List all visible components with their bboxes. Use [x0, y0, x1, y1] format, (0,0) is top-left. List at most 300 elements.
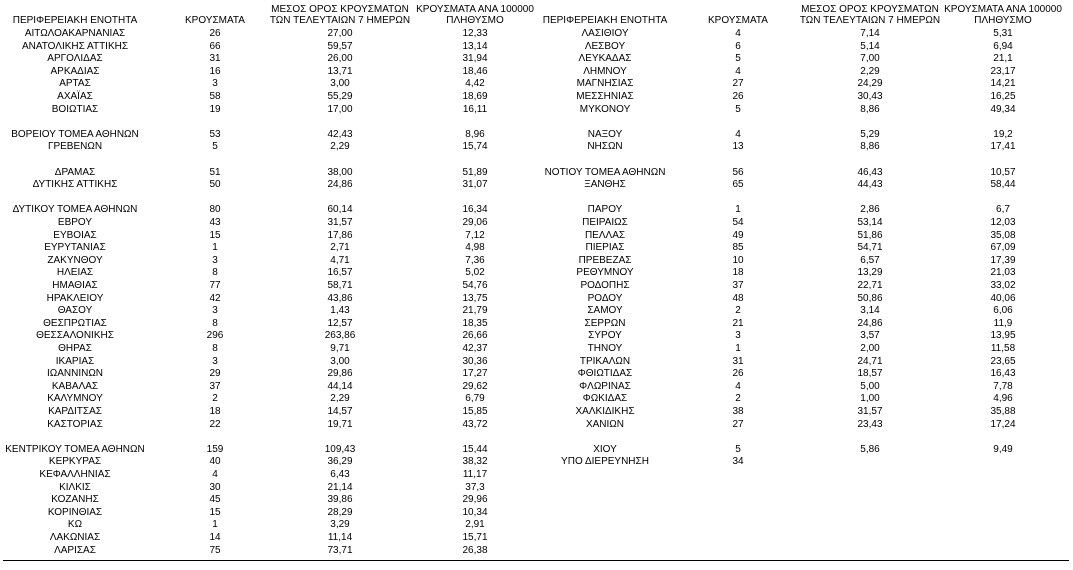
left-avg-cell: 9,71	[330, 343, 350, 354]
right-avg-cell: 24,86	[857, 317, 883, 329]
left-per100k-cell: 10,34	[462, 506, 488, 518]
right-per100k-cell: 67,09	[990, 242, 1016, 254]
right-per100k-cell: 12,03	[990, 217, 1016, 228]
right-region-cell: ΠΕΙΡΑΙΩΣ	[582, 217, 628, 228]
right-header-avg	[790, 4, 950, 26]
right-cases-cell: 54	[732, 217, 744, 228]
right-table-row	[0, 456, 1073, 468]
left-avg-cell: 24,86	[327, 179, 353, 191]
left-avg-cell: 2,29	[330, 141, 350, 153]
right-cases-cell: 34	[732, 456, 744, 468]
left-region-cell: ΔΥΤΙΚΟΥ ΤΟΜΕΑ ΑΘΗΝΩΝ	[12, 204, 138, 216]
right-per100k-cell: 13,95	[990, 330, 1016, 342]
right-per100k-cell: 6,7	[996, 204, 1010, 216]
left-per100k-cell: 31,07	[462, 179, 488, 191]
left-cases-cell: 296	[206, 330, 224, 342]
right-table-row	[0, 305, 1073, 317]
right-region-cell: ΡΕΘΥΜΝΟΥ	[576, 267, 634, 279]
left-avg-cell: 42,43	[327, 128, 353, 140]
right-table-row	[0, 91, 1073, 103]
right-cases-cell: 21	[732, 317, 744, 329]
left-cases-cell: 77	[209, 280, 221, 291]
right-table-row	[0, 167, 1073, 179]
left-header-avg-line2: ΤΩΝ ΤΕΛΕΥΤΑΙΩΝ 7 ΗΜΕΡΩΝ	[269, 15, 411, 26]
left-cases-cell: 26	[209, 28, 221, 39]
right-per100k-cell: 11,58	[990, 343, 1016, 354]
left-cases-cell: 40	[209, 456, 221, 468]
right-table-row	[0, 293, 1073, 305]
right-avg-cell: 6,57	[860, 254, 880, 266]
left-per100k-cell: 13,75	[462, 292, 488, 304]
left-avg-cell: 1,43	[330, 305, 350, 317]
left-region-cell: ΘΕΣΣΑΛΟΝΙΚΗΣ	[36, 330, 114, 342]
right-region-cell: ΠΙΕΡΙΑΣ	[585, 242, 625, 254]
left-region-cell: ΚΑΡΔΙΤΣΑΣ	[48, 406, 102, 417]
right-region-cell: ΞΑΝΘΗΣ	[584, 179, 626, 191]
right-per100k-cell: 10,57	[990, 166, 1016, 178]
left-per100k-cell: 21,79	[462, 305, 488, 317]
right-table-row	[0, 343, 1073, 355]
right-avg-cell: 2,86	[860, 204, 880, 216]
left-avg-cell: 11,14	[327, 532, 353, 543]
left-region-cell: ΒΟΡΕΙΟΥ ΤΟΜΕΑ ΑΘΗΝΩΝ	[11, 128, 139, 140]
right-header-cases: ΚΡΟΥΣΜΑΤΑ	[708, 15, 768, 26]
right-table-row	[0, 66, 1073, 78]
right-avg-cell: 22,71	[857, 280, 883, 291]
right-table-row	[0, 78, 1073, 90]
left-per100k-cell: 26,66	[462, 330, 488, 342]
left-avg-cell: 28,29	[327, 506, 353, 518]
right-table-row	[0, 192, 1073, 204]
left-region-cell: ΒΟΙΩΤΙΑΣ	[51, 103, 99, 115]
right-cases-cell: 31	[732, 355, 744, 367]
left-per100k-cell: 37,3	[465, 481, 485, 493]
right-cases-cell: 27	[732, 418, 744, 430]
right-cases-cell: 2	[735, 305, 741, 317]
right-region-cell: ΡΟΔΟΥ	[587, 292, 623, 304]
left-avg-cell: 2,29	[330, 393, 350, 405]
right-region-cell: ΛΗΜΝΟΥ	[583, 65, 627, 77]
right-avg-cell: 53,14	[857, 217, 883, 228]
left-cases-cell: 8	[212, 267, 218, 279]
left-cases-cell: 22	[209, 418, 221, 430]
right-region-cell: ΝΗΣΩΝ	[587, 141, 623, 153]
right-avg-cell: 46,43	[857, 166, 883, 178]
left-region-cell: ΚΟΖΑΝΗΣ	[51, 494, 99, 506]
right-region-cell: ΣΑΜΟΥ	[587, 305, 623, 317]
right-per100k-cell: 6,06	[993, 305, 1013, 317]
left-avg-cell: 39,86	[327, 494, 353, 506]
left-avg-cell: 59,57	[327, 40, 353, 52]
right-header-per100k-line2: ΠΛΗΘΥΣΜΟ	[974, 15, 1032, 26]
right-region-cell: ΜΕΣΣΗΝΙΑΣ	[576, 91, 634, 102]
left-per100k-cell: 15,44	[462, 443, 488, 455]
left-region-cell: ΚΑΛΥΜΝΟΥ	[47, 393, 103, 405]
left-region-cell: ΙΚΑΡΙΑΣ	[55, 355, 95, 367]
right-table-row	[0, 179, 1073, 191]
left-region-cell: ΚΩ	[67, 519, 83, 531]
left-region-cell: ΗΡΑΚΛΕΙΟΥ	[46, 292, 104, 304]
right-cases-cell: 65	[732, 179, 744, 191]
left-per100k-cell: 18,46	[462, 65, 488, 77]
left-cases-cell: 8	[212, 317, 218, 329]
right-cases-cell: 10	[732, 254, 744, 266]
left-avg-cell: 13,71	[327, 65, 353, 77]
left-region-cell: ΘΗΡΑΣ	[58, 343, 92, 354]
left-avg-cell: 21,14	[327, 481, 353, 493]
right-cases-cell: 1	[735, 204, 741, 216]
right-region-cell: ΛΕΣΒΟΥ	[584, 40, 626, 52]
right-region-cell: ΧΙΟΥ	[593, 443, 617, 455]
left-avg-cell: 3,29	[330, 519, 350, 531]
left-per100k-cell: 42,37	[462, 343, 488, 354]
left-avg-cell: 55,29	[327, 91, 353, 102]
left-region-cell: ΑΡΓΟΛΙΔΑΣ	[47, 53, 103, 65]
right-table-row	[0, 41, 1073, 53]
right-avg-cell: 30,43	[857, 91, 883, 102]
left-per100k-cell: 7,36	[465, 254, 485, 266]
right-avg-cell: 51,86	[857, 229, 883, 241]
right-avg-cell: 5,00	[860, 380, 880, 392]
left-cases-cell: 58	[209, 91, 221, 102]
left-avg-cell: 6,43	[330, 469, 350, 480]
left-region-cell: ΑΧΑΪΑΣ	[57, 91, 93, 102]
left-region-cell: ΚΑΣΤΟΡΙΑΣ	[47, 418, 103, 430]
right-region-cell: ΛΕΥΚΑΔΑΣ	[578, 53, 632, 65]
left-avg-cell: 263,86	[324, 330, 356, 342]
right-per100k-cell: 11,9	[993, 317, 1013, 329]
right-cases-cell: 26	[732, 368, 744, 380]
left-per100k-cell: 16,11	[462, 103, 488, 115]
left-cases-cell: 75	[209, 544, 221, 556]
right-header-avg-line2: ΤΩΝ ΤΕΛΕΥΤΑΙΩΝ 7 ΗΜΕΡΩΝ	[799, 15, 941, 26]
left-table-row	[0, 545, 1073, 557]
left-cases-cell: 29	[209, 368, 221, 380]
right-header-per100k	[938, 4, 1068, 26]
left-per100k-cell: 17,27	[462, 368, 488, 380]
left-cases-cell: 50	[209, 179, 221, 191]
left-per100k-cell: 18,35	[462, 317, 488, 329]
left-region-cell: ΑΡΚΑΔΙΑΣ	[50, 65, 100, 77]
right-avg-cell: 54,71	[857, 242, 883, 254]
left-per100k-cell: 29,96	[462, 494, 488, 506]
left-region-cell: ΑΝΑΤΟΛΙΚΗΣ ΑΤΤΙΚΗΣ	[21, 40, 129, 52]
right-region-cell: ΧΑΛΚΙΔΙΚΗΣ	[575, 406, 635, 417]
right-per100k-cell: 4,96	[993, 393, 1013, 405]
right-table-row	[0, 280, 1073, 292]
right-region-cell: ΣΥΡΟΥ	[588, 330, 622, 342]
left-avg-cell: 16,57	[327, 267, 353, 279]
left-header-avg	[260, 4, 420, 26]
right-cases-cell: 2	[735, 393, 741, 405]
left-avg-cell: 60,14	[327, 204, 353, 216]
left-per100k-cell: 11,17	[462, 469, 488, 480]
left-avg-cell: 109,43	[324, 443, 356, 455]
right-avg-cell: 5,14	[860, 40, 880, 52]
left-region-cell: ΚΟΡΙΝΘΙΑΣ	[47, 506, 103, 518]
right-per100k-cell: 5,31	[993, 28, 1013, 39]
left-per100k-cell: 4,42	[465, 78, 485, 90]
left-per100k-cell: 12,33	[462, 28, 488, 39]
right-avg-cell: 13,29	[857, 267, 883, 279]
left-region-cell: ΚΕΝΤΡΙΚΟΥ ΤΟΜΕΑ ΑΘΗΝΩΝ	[5, 443, 145, 455]
right-table-row	[0, 255, 1073, 267]
right-header-per100k-line1: ΚΡΟΥΣΜΑΤΑ ΑΝΑ 100000	[944, 4, 1062, 15]
left-per100k-cell: 16,34	[462, 204, 488, 216]
right-cases-cell: 48	[732, 292, 744, 304]
left-table-row	[0, 494, 1073, 506]
right-table-row	[0, 230, 1073, 242]
right-region-cell: ΠΕΛΛΑΣ	[584, 229, 626, 241]
right-table-row	[0, 318, 1073, 330]
right-table-row	[0, 242, 1073, 254]
left-per100k-cell: 38,32	[462, 456, 488, 468]
right-region-cell: ΣΕΡΡΩΝ	[584, 317, 626, 329]
left-region-cell: ΘΕΣΠΡΩΤΙΑΣ	[43, 317, 107, 329]
left-region-cell: ΑΡΤΑΣ	[59, 78, 91, 90]
left-region-cell: ΚΕΦΑΛΛΗΝΙΑΣ	[39, 469, 111, 480]
right-region-cell: ΜΥΚΟΝΟΥ	[579, 103, 631, 115]
left-per100k-cell: 29,62	[462, 380, 488, 392]
left-region-cell: ΘΑΣΟΥ	[57, 305, 93, 317]
right-table-row	[0, 444, 1073, 456]
right-table-row	[0, 406, 1073, 418]
left-per100k-cell: 15,74	[462, 141, 488, 153]
right-avg-cell: 7,00	[860, 53, 880, 65]
left-avg-cell: 17,00	[327, 103, 353, 115]
left-header-region: ΠΕΡΙΦΕΡΕΙΑΚΗ ΕΝΟΤΗΤΑ	[12, 15, 138, 26]
right-per100k-cell: 58,44	[990, 179, 1016, 191]
right-region-cell: ΝΟΤΙΟΥ ΤΟΜΕΑ ΑΘΗΝΩΝ	[544, 166, 666, 178]
right-avg-cell: 24,29	[857, 78, 883, 90]
left-avg-cell: 2,71	[330, 242, 350, 254]
right-table-row	[0, 53, 1073, 65]
right-avg-cell: 8,86	[860, 103, 880, 115]
left-cases-cell: 45	[209, 494, 221, 506]
right-table-row	[0, 116, 1073, 128]
right-per100k-cell: 16,43	[990, 368, 1016, 380]
right-avg-cell: 44,43	[857, 179, 883, 191]
left-region-cell: ΕΒΡΟΥ	[57, 217, 93, 228]
left-avg-cell: 19,71	[327, 418, 353, 430]
right-avg-cell: 23,43	[857, 418, 883, 430]
left-per100k-cell: 13,14	[462, 40, 488, 52]
right-avg-cell: 8,86	[860, 141, 880, 153]
left-table-row	[0, 519, 1073, 531]
right-region-cell: ΤΡΙΚΑΛΩΝ	[579, 355, 631, 367]
right-per100k-cell: 40,06	[990, 292, 1016, 304]
left-region-cell: ΕΥΒΟΙΑΣ	[53, 229, 97, 241]
left-cases-cell: 8	[212, 343, 218, 354]
left-per100k-cell: 15,71	[462, 532, 488, 543]
right-avg-cell: 5,86	[860, 443, 880, 455]
left-table-row	[0, 482, 1073, 494]
left-cases-cell: 4	[212, 469, 218, 480]
right-region-cell: ΧΑΝΙΩΝ	[585, 418, 625, 430]
left-per100k-cell: 30,36	[462, 355, 488, 367]
left-avg-cell: 3,00	[330, 78, 350, 90]
right-per100k-cell: 19,2	[993, 128, 1013, 140]
right-per100k-cell: 35,88	[990, 406, 1016, 417]
left-avg-cell: 36,29	[327, 456, 353, 468]
left-per100k-cell: 5,02	[465, 267, 485, 279]
right-cases-cell: 3	[735, 330, 741, 342]
left-cases-cell: 80	[209, 204, 221, 216]
left-cases-cell: 14	[209, 532, 221, 543]
left-cases-cell: 1	[212, 242, 218, 254]
left-per100k-cell: 18,69	[462, 91, 488, 102]
right-header-avg-line1: ΜΕΣΟΣ ΟΡΟΣ ΚΡΟΥΣΜΑΤΩΝ	[801, 4, 939, 15]
right-cases-cell: 5	[735, 103, 741, 115]
left-per100k-cell: 51,89	[462, 166, 488, 178]
left-table-row	[0, 532, 1073, 544]
right-cases-cell: 6	[735, 40, 741, 52]
left-cases-cell: 159	[206, 443, 224, 455]
right-table-row	[0, 204, 1073, 216]
left-region-cell: ΖΑΚΥΝΘΟΥ	[47, 254, 103, 266]
right-per100k-cell: 23,65	[990, 355, 1016, 367]
right-region-cell: ΛΑΣΙΘΙΟΥ	[581, 28, 629, 39]
left-region-cell: ΓΡΕΒΕΝΩΝ	[47, 141, 103, 153]
right-table-row	[0, 381, 1073, 393]
right-region-cell: ΦΘΙΩΤΙΔΑΣ	[577, 368, 633, 380]
right-avg-cell: 2,00	[860, 343, 880, 354]
right-per100k-cell: 9,49	[993, 443, 1013, 455]
left-header-cases: ΚΡΟΥΣΜΑΤΑ	[185, 15, 245, 26]
left-avg-cell: 31,57	[327, 217, 353, 228]
left-cases-cell: 3	[212, 355, 218, 367]
left-region-cell: ΙΩΑΝΝΙΝΩΝ	[46, 368, 104, 380]
right-per100k-cell: 21,03	[990, 267, 1016, 279]
left-cases-cell: 15	[209, 229, 221, 241]
left-cases-cell: 18	[209, 406, 221, 417]
right-per100k-cell: 17,41	[990, 141, 1016, 153]
left-avg-cell: 14,57	[327, 406, 353, 417]
right-table-row	[0, 129, 1073, 141]
right-per100k-cell: 7,78	[993, 380, 1013, 392]
left-cases-cell: 15	[209, 506, 221, 518]
right-avg-cell: 31,57	[857, 406, 883, 417]
right-avg-cell: 50,86	[857, 292, 883, 304]
left-region-cell: ΕΥΡΥΤΑΝΙΑΣ	[44, 242, 106, 254]
left-cases-cell: 30	[209, 481, 221, 493]
right-avg-cell: 18,57	[857, 368, 883, 380]
right-avg-cell: 7,14	[860, 28, 880, 39]
right-per100k-cell: 35,08	[990, 229, 1016, 241]
left-region-cell: ΑΙΤΩΛΟΑΚΑΡΝΑΝΙΑΣ	[24, 28, 126, 39]
left-cases-cell: 37	[209, 380, 221, 392]
left-cases-cell: 3	[212, 305, 218, 317]
right-cases-cell: 1	[735, 343, 741, 354]
right-cases-cell: 4	[735, 65, 741, 77]
right-per100k-cell: 23,17	[990, 65, 1016, 77]
left-avg-cell: 38,00	[327, 166, 353, 178]
left-cases-cell: 3	[212, 254, 218, 266]
right-region-cell: ΦΛΩΡΙΝΑΣ	[579, 380, 631, 392]
right-cases-cell: 13	[732, 141, 744, 153]
left-avg-cell: 4,71	[330, 254, 350, 266]
left-table-row	[0, 507, 1073, 519]
left-avg-cell: 12,57	[327, 317, 353, 329]
right-table-row	[0, 330, 1073, 342]
left-cases-cell: 66	[209, 40, 221, 52]
right-table-row	[0, 154, 1073, 166]
right-avg-cell: 5,29	[860, 128, 880, 140]
right-region-cell: ΦΩΚΙΔΑΣ	[582, 393, 628, 405]
right-cases-cell: 18	[732, 267, 744, 279]
right-per100k-cell: 49,34	[990, 103, 1016, 115]
left-per100k-cell: 7,12	[465, 229, 485, 241]
left-per100k-cell: 2,91	[465, 519, 485, 531]
right-per100k-cell: 16,25	[990, 91, 1016, 102]
left-region-cell: ΚΕΡΚΥΡΑΣ	[48, 456, 102, 468]
right-region-cell: ΥΠΟ ΔΙΕΡΕΥΝΗΣΗ	[561, 456, 649, 468]
left-cases-cell: 3	[212, 78, 218, 90]
right-header-region: ΠΕΡΙΦΕΡΕΙΑΚΗ ΕΝΟΤΗΤΑ	[542, 15, 668, 26]
right-region-cell: ΤΗΝΟΥ	[587, 343, 623, 354]
right-per100k-cell: 21,1	[993, 53, 1013, 65]
right-table-row	[0, 393, 1073, 405]
right-table-row	[0, 368, 1073, 380]
right-cases-cell: 4	[735, 28, 741, 39]
left-avg-cell: 17,86	[327, 229, 353, 241]
left-per100k-cell: 8,96	[465, 128, 485, 140]
left-cases-cell: 5	[212, 141, 218, 153]
left-avg-cell: 29,86	[327, 368, 353, 380]
left-avg-cell: 26,00	[327, 53, 353, 65]
right-avg-cell: 3,14	[860, 305, 880, 317]
left-cases-cell: 2	[212, 393, 218, 405]
right-region-cell: ΜΑΓΝΗΣΙΑΣ	[576, 78, 634, 90]
left-region-cell: ΛΑΚΩΝΙΑΣ	[49, 532, 101, 543]
left-cases-cell: 16	[209, 65, 221, 77]
bottom-divider	[3, 560, 1069, 561]
right-cases-cell: 5	[735, 443, 741, 455]
left-header-avg-line1: ΜΕΣΟΣ ΟΡΟΣ ΚΡΟΥΣΜΑΤΩΝ	[271, 4, 409, 15]
left-cases-cell: 43	[209, 217, 221, 228]
right-table-row	[0, 356, 1073, 368]
right-per100k-cell: 17,39	[990, 254, 1016, 266]
left-per100k-cell: 43,72	[462, 418, 488, 430]
right-region-cell: ΠΑΡΟΥ	[587, 204, 623, 216]
right-avg-cell: 24,71	[857, 355, 883, 367]
right-cases-cell: 26	[732, 91, 744, 102]
left-avg-cell: 73,71	[327, 544, 353, 556]
left-avg-cell: 27,00	[327, 28, 353, 39]
left-region-cell: ΛΑΡΙΣΑΣ	[54, 544, 96, 556]
left-cases-cell: 53	[209, 128, 221, 140]
left-avg-cell: 43,86	[327, 292, 353, 304]
left-header-per100k-line2: ΠΛΗΘΥΣΜΟ	[446, 15, 504, 26]
left-region-cell: ΔΡΑΜΑΣ	[54, 166, 96, 178]
left-header-per100k-line1: ΚΡΟΥΣΜΑΤΑ ΑΝΑ 100000	[416, 4, 534, 15]
right-cases-cell: 4	[735, 380, 741, 392]
left-region-cell: ΗΛΕΙΑΣ	[56, 267, 94, 279]
right-region-cell: ΡΟΔΟΠΗΣ	[580, 280, 630, 291]
left-per100k-cell: 15,85	[462, 406, 488, 417]
left-cases-cell: 31	[209, 53, 221, 65]
right-cases-cell: 38	[732, 406, 744, 417]
left-cases-cell: 42	[209, 292, 221, 304]
right-cases-cell: 56	[732, 166, 744, 178]
left-table-row	[0, 469, 1073, 481]
left-avg-cell: 3,00	[330, 355, 350, 367]
left-cases-cell: 19	[209, 103, 221, 115]
left-region-cell: ΔΥΤΙΚΗΣ ΑΤΤΙΚΗΣ	[32, 179, 118, 191]
left-header-per100k	[410, 4, 540, 26]
right-cases-cell: 5	[735, 53, 741, 65]
left-region-cell: ΚΑΒΑΛΑΣ	[51, 380, 99, 392]
